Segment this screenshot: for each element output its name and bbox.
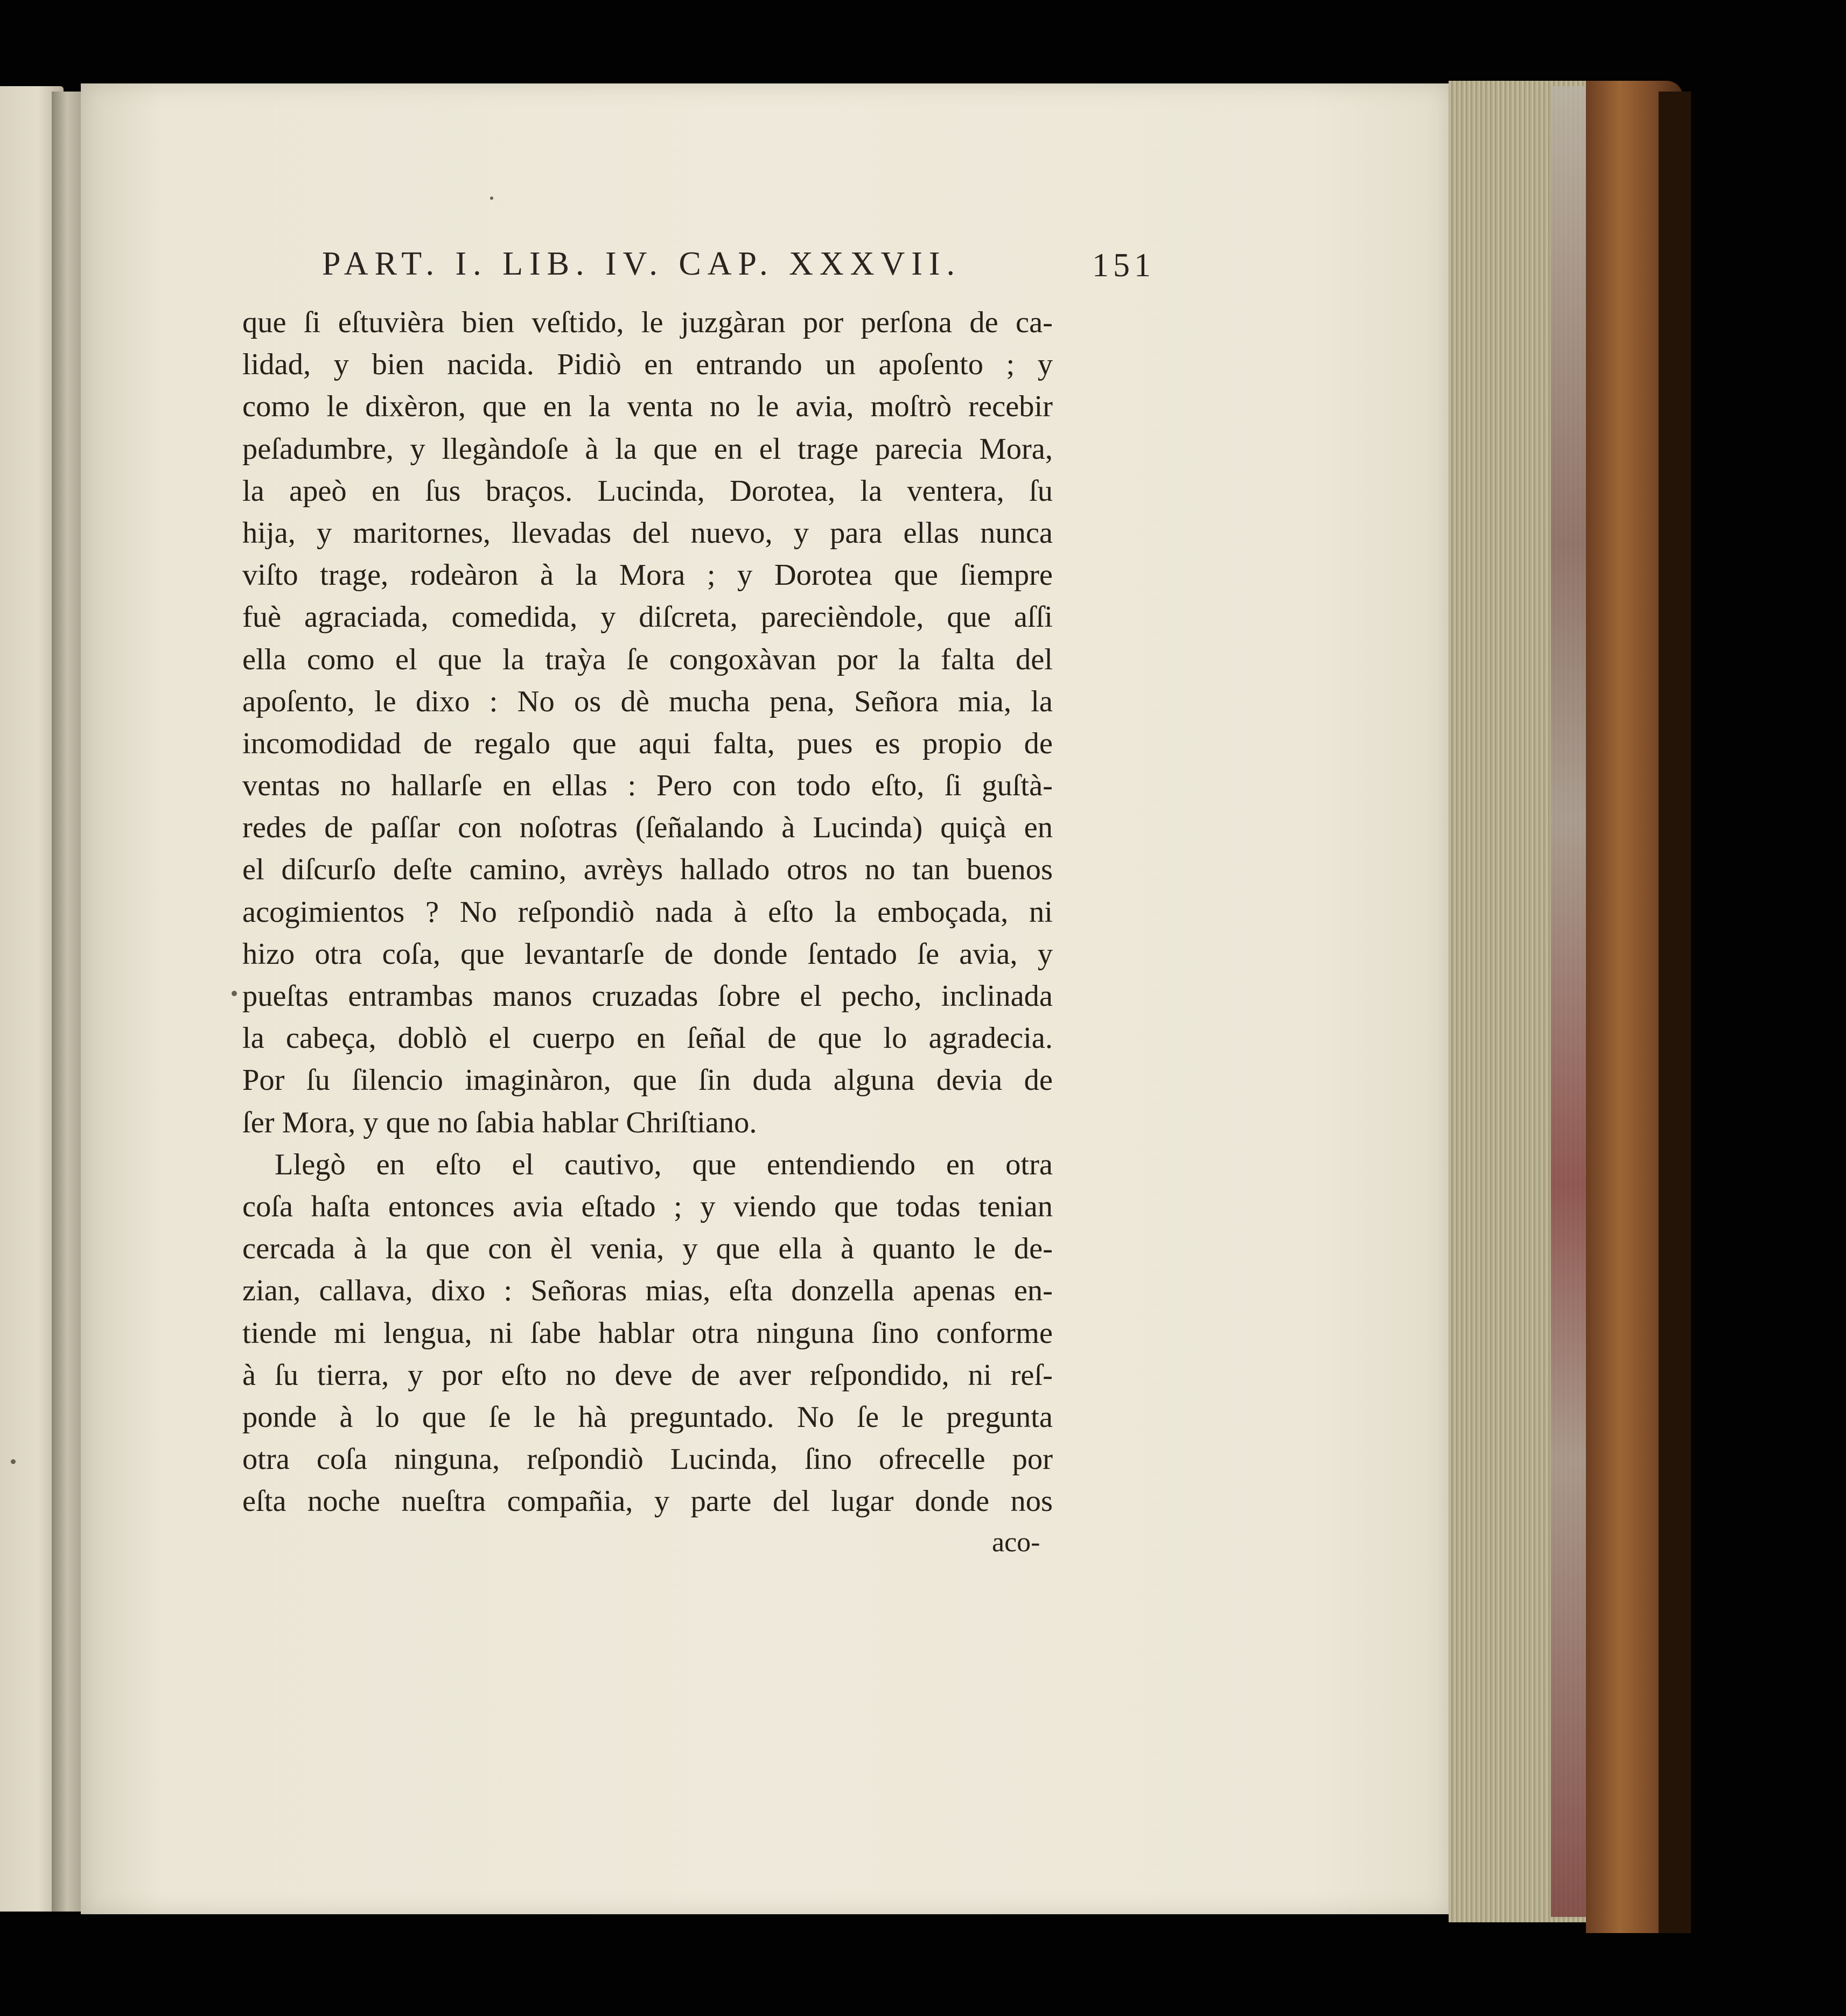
running-head: PART. I. LIB. IV. CAP. XXXVII. [322,246,962,282]
text-line: Por ſu ſilencio imaginàron, que ſin duda alguna devia de [242,1063,1053,1097]
text-line: como le dixèron, que en la venta no le avia, moſtrò recebir [242,390,1053,424]
body-text [242,302,1053,1522]
text-line: viſto trage, rodeàron à la Mora ; y Dorotea que ſiempre [242,558,1053,592]
text-line: ſer Mora, y que no ſabia hablar Chriſtiano. [242,1105,757,1139]
text-line: incomodidad de regalo que aqui falta, pues es propio de [242,726,1053,760]
text-line: eſta noche nueſtra compañia, y parte del lugar donde nos [242,1485,1053,1518]
text-line: pueſtas entrambas manos cruzadas ſobre el pecho, inclinada [242,979,1053,1013]
text-line: apoſento, le dixo : No os dè mucha pena, Señora mia, la [242,684,1053,718]
text-line: Llegò en eſto el cautivo, que entendiendo en otra [275,1147,1053,1181]
text-line: zian, callava, dixo : Señoras mias, eſta donzella apenas en- [242,1274,1053,1308]
text-line: acogimientos ? No reſpondiò nada à eſto la emboçada, ni [242,895,1053,929]
text-line: lidad, y bien nacida. Pidiò en entrando un apoſento ; y [242,348,1053,382]
marbled-edge [1551,86,1589,1917]
text-line: hija, y maritornes, llevadas del nuevo, y para ellas nunca [242,516,1053,550]
text-line: otra coſa ninguna, reſpondiò Lucinda, ſino ofrecelle por [242,1443,1053,1476]
text-line: ponde à lo que ſe le hà preguntado. No ſe le pregunta [242,1400,1053,1434]
cover-edge-shadow [1659,92,1691,1933]
text-line: redes de paſſar con noſotras (ſeñalando à Lucinda) quiçà en [242,811,1053,845]
paper-speck [490,197,493,200]
text-line: peſadumbre, y llegàndoſe à la que en el trage parecia Mora, [242,432,1053,466]
text-line: cercada à la que con èl venia, y que ella à quanto le de- [242,1232,1053,1266]
text-line: la apeò en ſus braços. Lucinda, Dorotea, la ventera, ſu [242,474,1053,508]
text-line: fuè agraciada, comedida, y diſcreta, parecièndole, que aſſi [242,600,1053,634]
text-line: tiende mi lengua, ni ſabe hablar otra ninguna ſino conforme [242,1316,1053,1350]
text-line: ventas no hallarſe en ellas : Pero con todo eſto, ſi guſtà- [242,769,1053,803]
text-line: la cabeça, doblò el cuerpo en ſeñal de que lo agradecia. [242,1021,1053,1055]
page-number: 151 [1092,247,1155,284]
text-line: coſa haſta entonces avia eſtado ; y viendo que todas tenian [242,1189,1053,1223]
catchword: aco- [992,1527,1040,1558]
paper-speck [11,1459,16,1464]
text-line: el diſcurſo deſte camino, avrèys hallado otros no tan buenos [242,853,1053,887]
text-line: hizo otra coſa, que levantarſe de donde ſentado ſe avia, y [242,937,1053,971]
text-line: ella como el que la traỳa ſe congoxàvan por la falta del [242,642,1053,676]
text-line: que ſi eſtuvièra bien veſtido, le juzgàran por perſona de ca- [242,306,1053,339]
text-line: à ſu tierra, y por eſto no deve de aver reſpondido, ni reſ- [242,1358,1053,1392]
paper-speck [232,991,237,996]
